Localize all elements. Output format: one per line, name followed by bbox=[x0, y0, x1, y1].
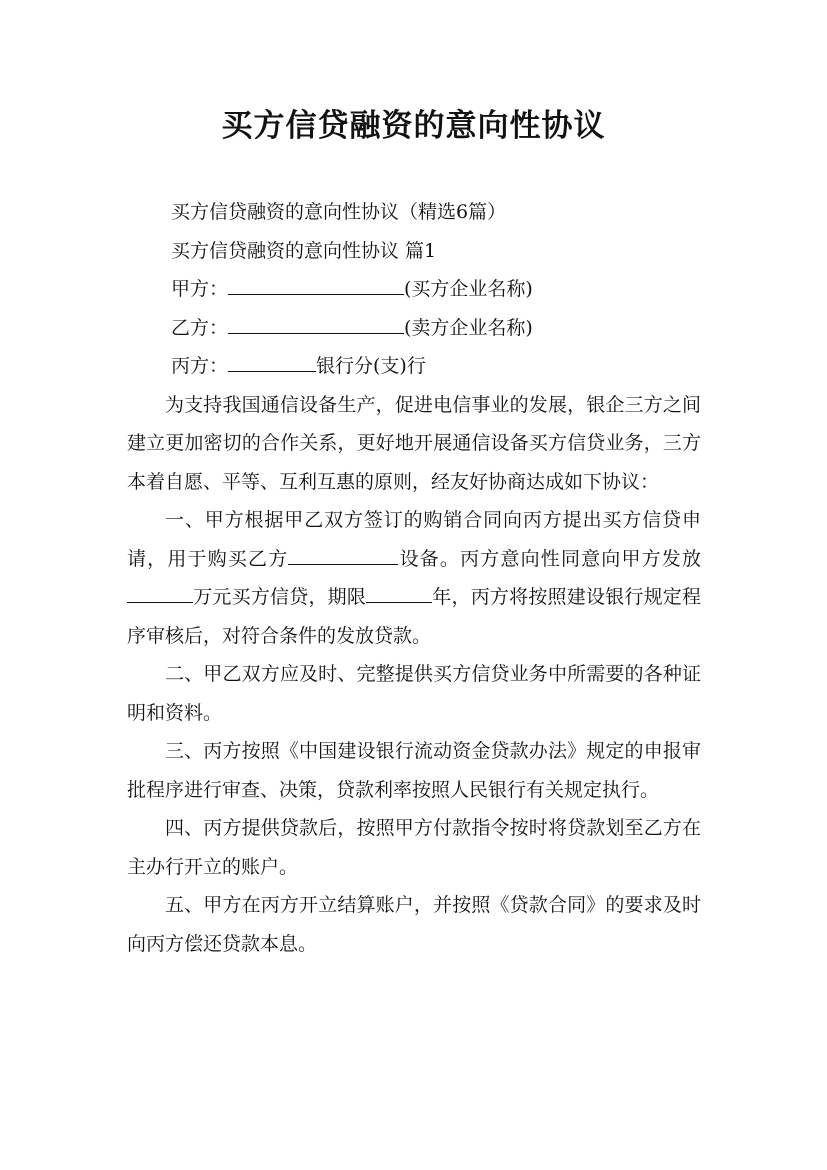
clause-1-part-c: 万元买方信贷，期限 bbox=[193, 586, 367, 608]
party-b-line bbox=[127, 309, 701, 348]
party-c-blank bbox=[228, 353, 316, 372]
party-a-label: 甲方： bbox=[171, 278, 229, 300]
party-b-label: 乙方： bbox=[171, 316, 229, 339]
term-blank bbox=[366, 584, 432, 603]
party-c-line bbox=[127, 347, 701, 386]
clause-4: 四、丙方提供贷款后，按照甲方付款指令按时将贷款划至乙方在主办行开立的账户。 bbox=[127, 817, 701, 878]
party-a-blank bbox=[228, 276, 404, 295]
document-body bbox=[127, 193, 701, 963]
clause-1-part-d: 年，丙方将按照建设银行规定程序审核后，对符合条件的发放贷款。 bbox=[127, 586, 701, 647]
party-a-line bbox=[127, 270, 701, 309]
party-a-note: (买方企业名称) bbox=[404, 278, 533, 300]
document-subtitle: 买方信贷融资的意向性协议（精选6篇） bbox=[171, 201, 507, 223]
clause-1-part-a: 一、甲方根据甲乙双方签订的购销合同向丙方提出买方信贷申请，用于购买乙方 bbox=[127, 509, 701, 570]
equipment-blank bbox=[288, 545, 398, 564]
party-b-blank bbox=[228, 314, 404, 333]
document-title: 买方信贷融资的意向性协议 bbox=[221, 108, 606, 144]
intro-paragraph: 为支持我国通信设备生产，促进电信事业的发展，银企三方之间建立更加密切的合作关系，更好地开展通信设备买方信贷业务，三方本着自愿、平等、互利互惠的原则，经友好协商达成如下协议： bbox=[127, 393, 701, 493]
clause-3: 三、丙方按照《中国建设银行流动资金贷款办法》规定的申报审批程序进行审查、决策，贷款利率按照人民银行有关规定执行。 bbox=[127, 740, 701, 801]
party-c-label: 丙方： bbox=[171, 355, 229, 377]
clause-5: 五、甲方在丙方开立结算账户，并按照《贷款合同》的要求及时向丙方偿还贷款本息。 bbox=[127, 894, 701, 955]
clause-2: 二、甲乙双方应及时、完整提供买方信贷业务中所需要的各种证明和资料。 bbox=[127, 663, 701, 724]
party-b-note: (卖方企业名称) bbox=[404, 316, 533, 339]
clause-1 bbox=[127, 501, 701, 655]
clause-1-part-b: 设备。丙方意向性同意向甲方发放 bbox=[398, 547, 701, 570]
section-heading: 买方信贷融资的意向性协议 篇1 bbox=[171, 239, 437, 262]
party-c-note: 银行分(支)行 bbox=[316, 355, 426, 377]
amount-blank bbox=[127, 584, 193, 603]
